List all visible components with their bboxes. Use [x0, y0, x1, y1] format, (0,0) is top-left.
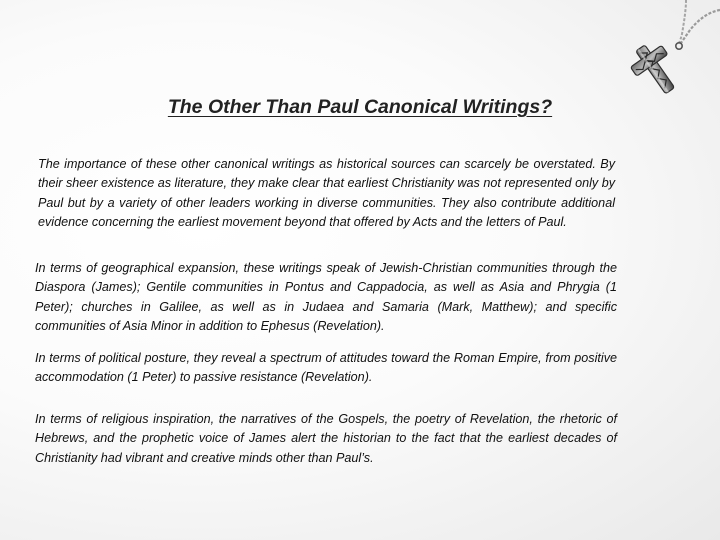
- cross-pendant-icon: [604, 0, 720, 96]
- slide-title: The Other Than Paul Canonical Writings?: [167, 96, 553, 118]
- paragraph-religious-inspiration: In terms of religious inspiration, the narratives of the Gospels, the poetry of Revelation, the rhetoric of Hebrews, and the prophetic voice of James alert the historian to the fact that the earliest decades of Christianity had vibrant and creative minds other than Paul’s.: [35, 412, 617, 465]
- paragraph-geographical-expansion: In terms of geographical expansion, these writings speak of Jewish-Christian communities through the Diaspora (James); Gentile communities in Pontus and Cappadocia, as well as Asia and Phrygia (1 Peter); churches in Galilee, as well as in Judaea and Samaria (Mark, Matthew); and specific communities of Asia Minor in addition to Ephesus (Revelation).: [35, 261, 617, 334]
- paragraph-importance: The importance of these other canonical writings as historical sources can scarcely be overstated. By their sheer existence as literature, they make clear that earliest Christianity was not represented only by Paul but by a variety of other leaders working in diverse communities. They also contribute additional evidence concerning the earliest movement beyond that offered by Acts and the letters of Paul.: [38, 157, 615, 230]
- paragraph-political-posture: In terms of political posture, they reveal a spectrum of attitudes toward the Roman Empire, from positive accommodation (1 Peter) to passive resistance (Revelation).: [35, 351, 617, 385]
